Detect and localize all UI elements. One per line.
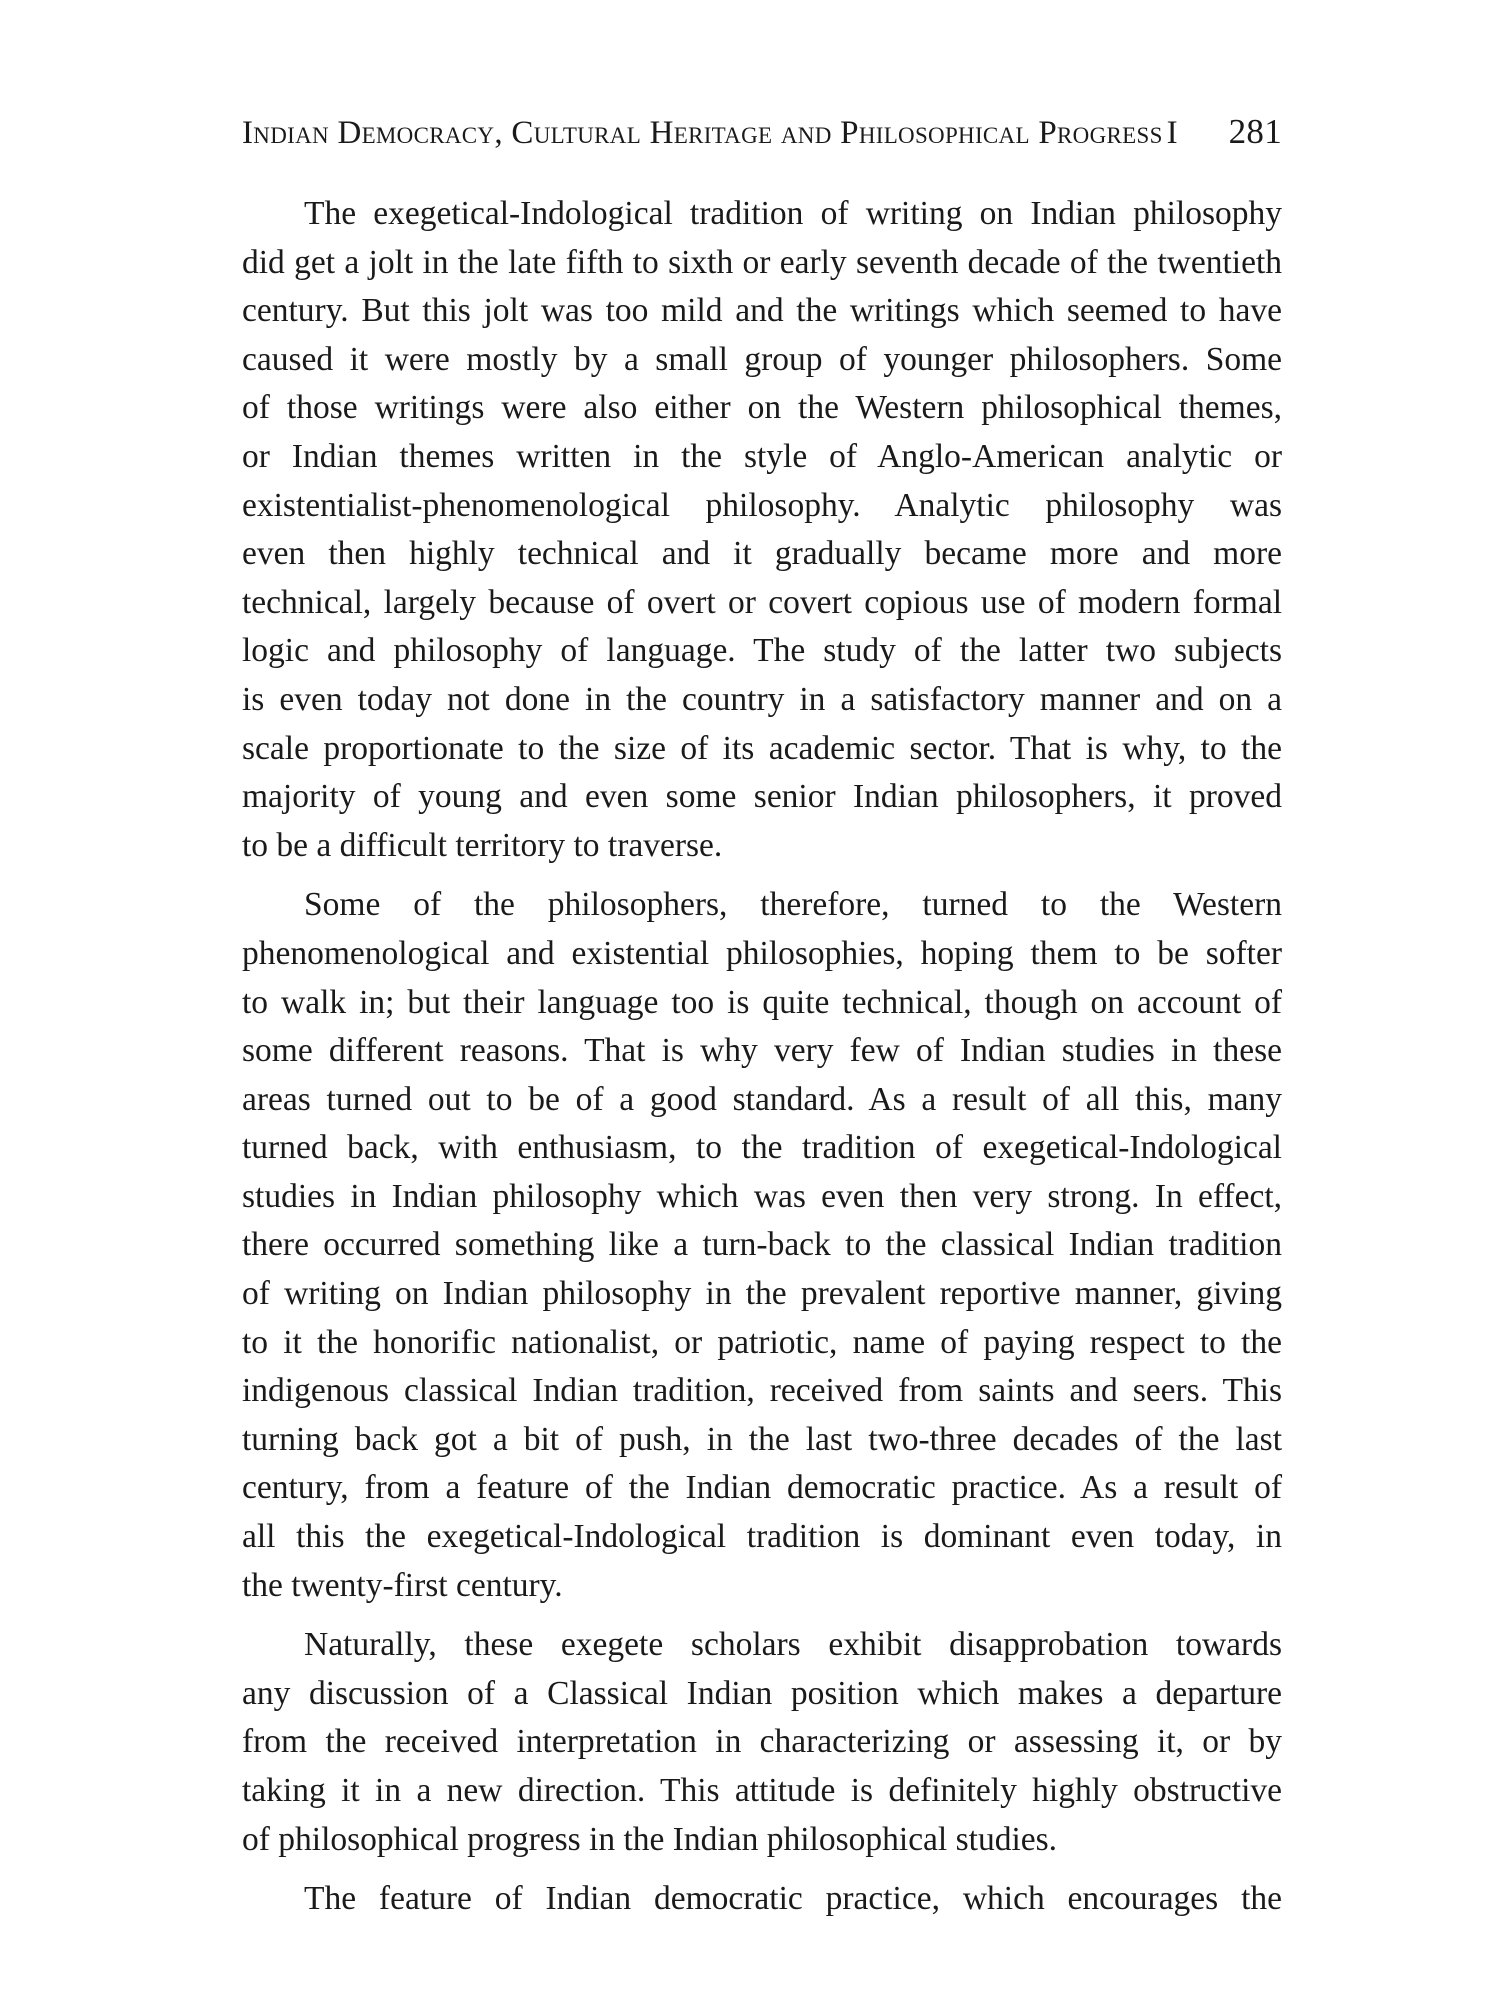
text-line: phenomenological and existential philosophies, hoping them to be softer [242,934,1282,972]
text-line: of those writings were also either on the Western philosophical themes, [242,389,1282,427]
text-line: logic and philosophy of language. The study of the latter two subjects [242,632,1282,670]
text-line: did get a jolt in the late fifth to sixth or early seventh decade of the twentieth [242,243,1282,281]
text-line: to walk in; but their language too is quite technical, though on account of [242,983,1282,1021]
text-line: taking it in a new direction. This attitude is definitely highly obstructive [242,1772,1282,1809]
text-line: all this the exegetical-Indological tradition is dominant even today, in [242,1518,1282,1556]
running-head [242,112,1282,162]
running-head-title-group [242,115,1186,152]
text-line: turned back, with enthusiasm, to the tradition of exegetical-Indological [242,1129,1282,1167]
text-line: indigenous classical Indian tradition, received from saints and seers. This [242,1372,1282,1410]
text-line: The feature of Indian democratic practice, which encourages the [304,1880,1282,1918]
text-line: there occurred something like a turn-back to the classical Indian tradition [242,1226,1282,1264]
paragraph-1 [242,190,1282,870]
paragraph-2 [242,881,1282,1610]
text-line: to be a difficult territory to traverse. [242,826,723,864]
text-line: from the received interpretation in characterizing or assessing it, or by [242,1723,1282,1761]
text-line: Some of the philosophers, therefore, turned to the Western [304,886,1282,924]
paragraph-3 [242,1621,1282,1864]
text-line: existentialist-phenomenological philosophy. Analytic philosophy was [242,486,1282,524]
text-line: scale proportionate to the size of its academic sector. That is why, to the [242,729,1282,767]
text-line: caused it were mostly by a small group of younger philosophers. Some [242,340,1282,378]
text-line: even then highly technical and it gradually became more and more [242,535,1282,573]
text-line: some different reasons. That is why very few of Indian studies in these [242,1032,1282,1070]
text-line: studies in Indian philosophy which was even then very strong. In effect, [242,1177,1282,1215]
text-line: century. But this jolt was too mild and the writings which seemed to have [242,292,1282,330]
text-line: turning back got a bit of push, in the last two-three decades of the last [242,1420,1282,1458]
running-head-separator: I [1166,115,1178,151]
text-line: areas turned out to be of a good standard. As a result of all this, many [242,1080,1282,1118]
text-line: majority of young and even some senior Indian philosophers, it proved [242,778,1282,816]
text-line: of writing on Indian philosophy in the prevalent reportive manner, giving [242,1275,1282,1313]
text-line: to it the honorific nationalist, or patriotic, name of paying respect to the [242,1323,1282,1361]
running-head-title: Indian Democracy, Cultural Heritage and Philosophical Progress [242,115,1163,151]
text-line: or Indian themes written in the style of Anglo-American analytic or [242,437,1282,475]
text-line: century, from a feature of the Indian democratic practice. As a result of [242,1469,1282,1507]
paragraph-4 [242,1875,1282,1924]
text-line: is even today not done in the country in a satisfactory manner and on a [242,680,1282,718]
text-line: The exegetical-Indological tradition of writing on Indian philosophy [304,195,1282,232]
page-number: 281 [1228,112,1282,151]
text-line: Naturally, these exegete scholars exhibit disapprobation towards [304,1626,1282,1664]
body-text [242,190,1282,1935]
text-line: any discussion of a Classical Indian position which makes a departure [242,1674,1282,1712]
text-line: of philosophical progress in the Indian philosophical studies. [242,1820,1058,1858]
text-line: technical, largely because of overt or covert copious use of modern formal [242,583,1282,621]
text-line: the twenty-first century. [242,1566,563,1604]
